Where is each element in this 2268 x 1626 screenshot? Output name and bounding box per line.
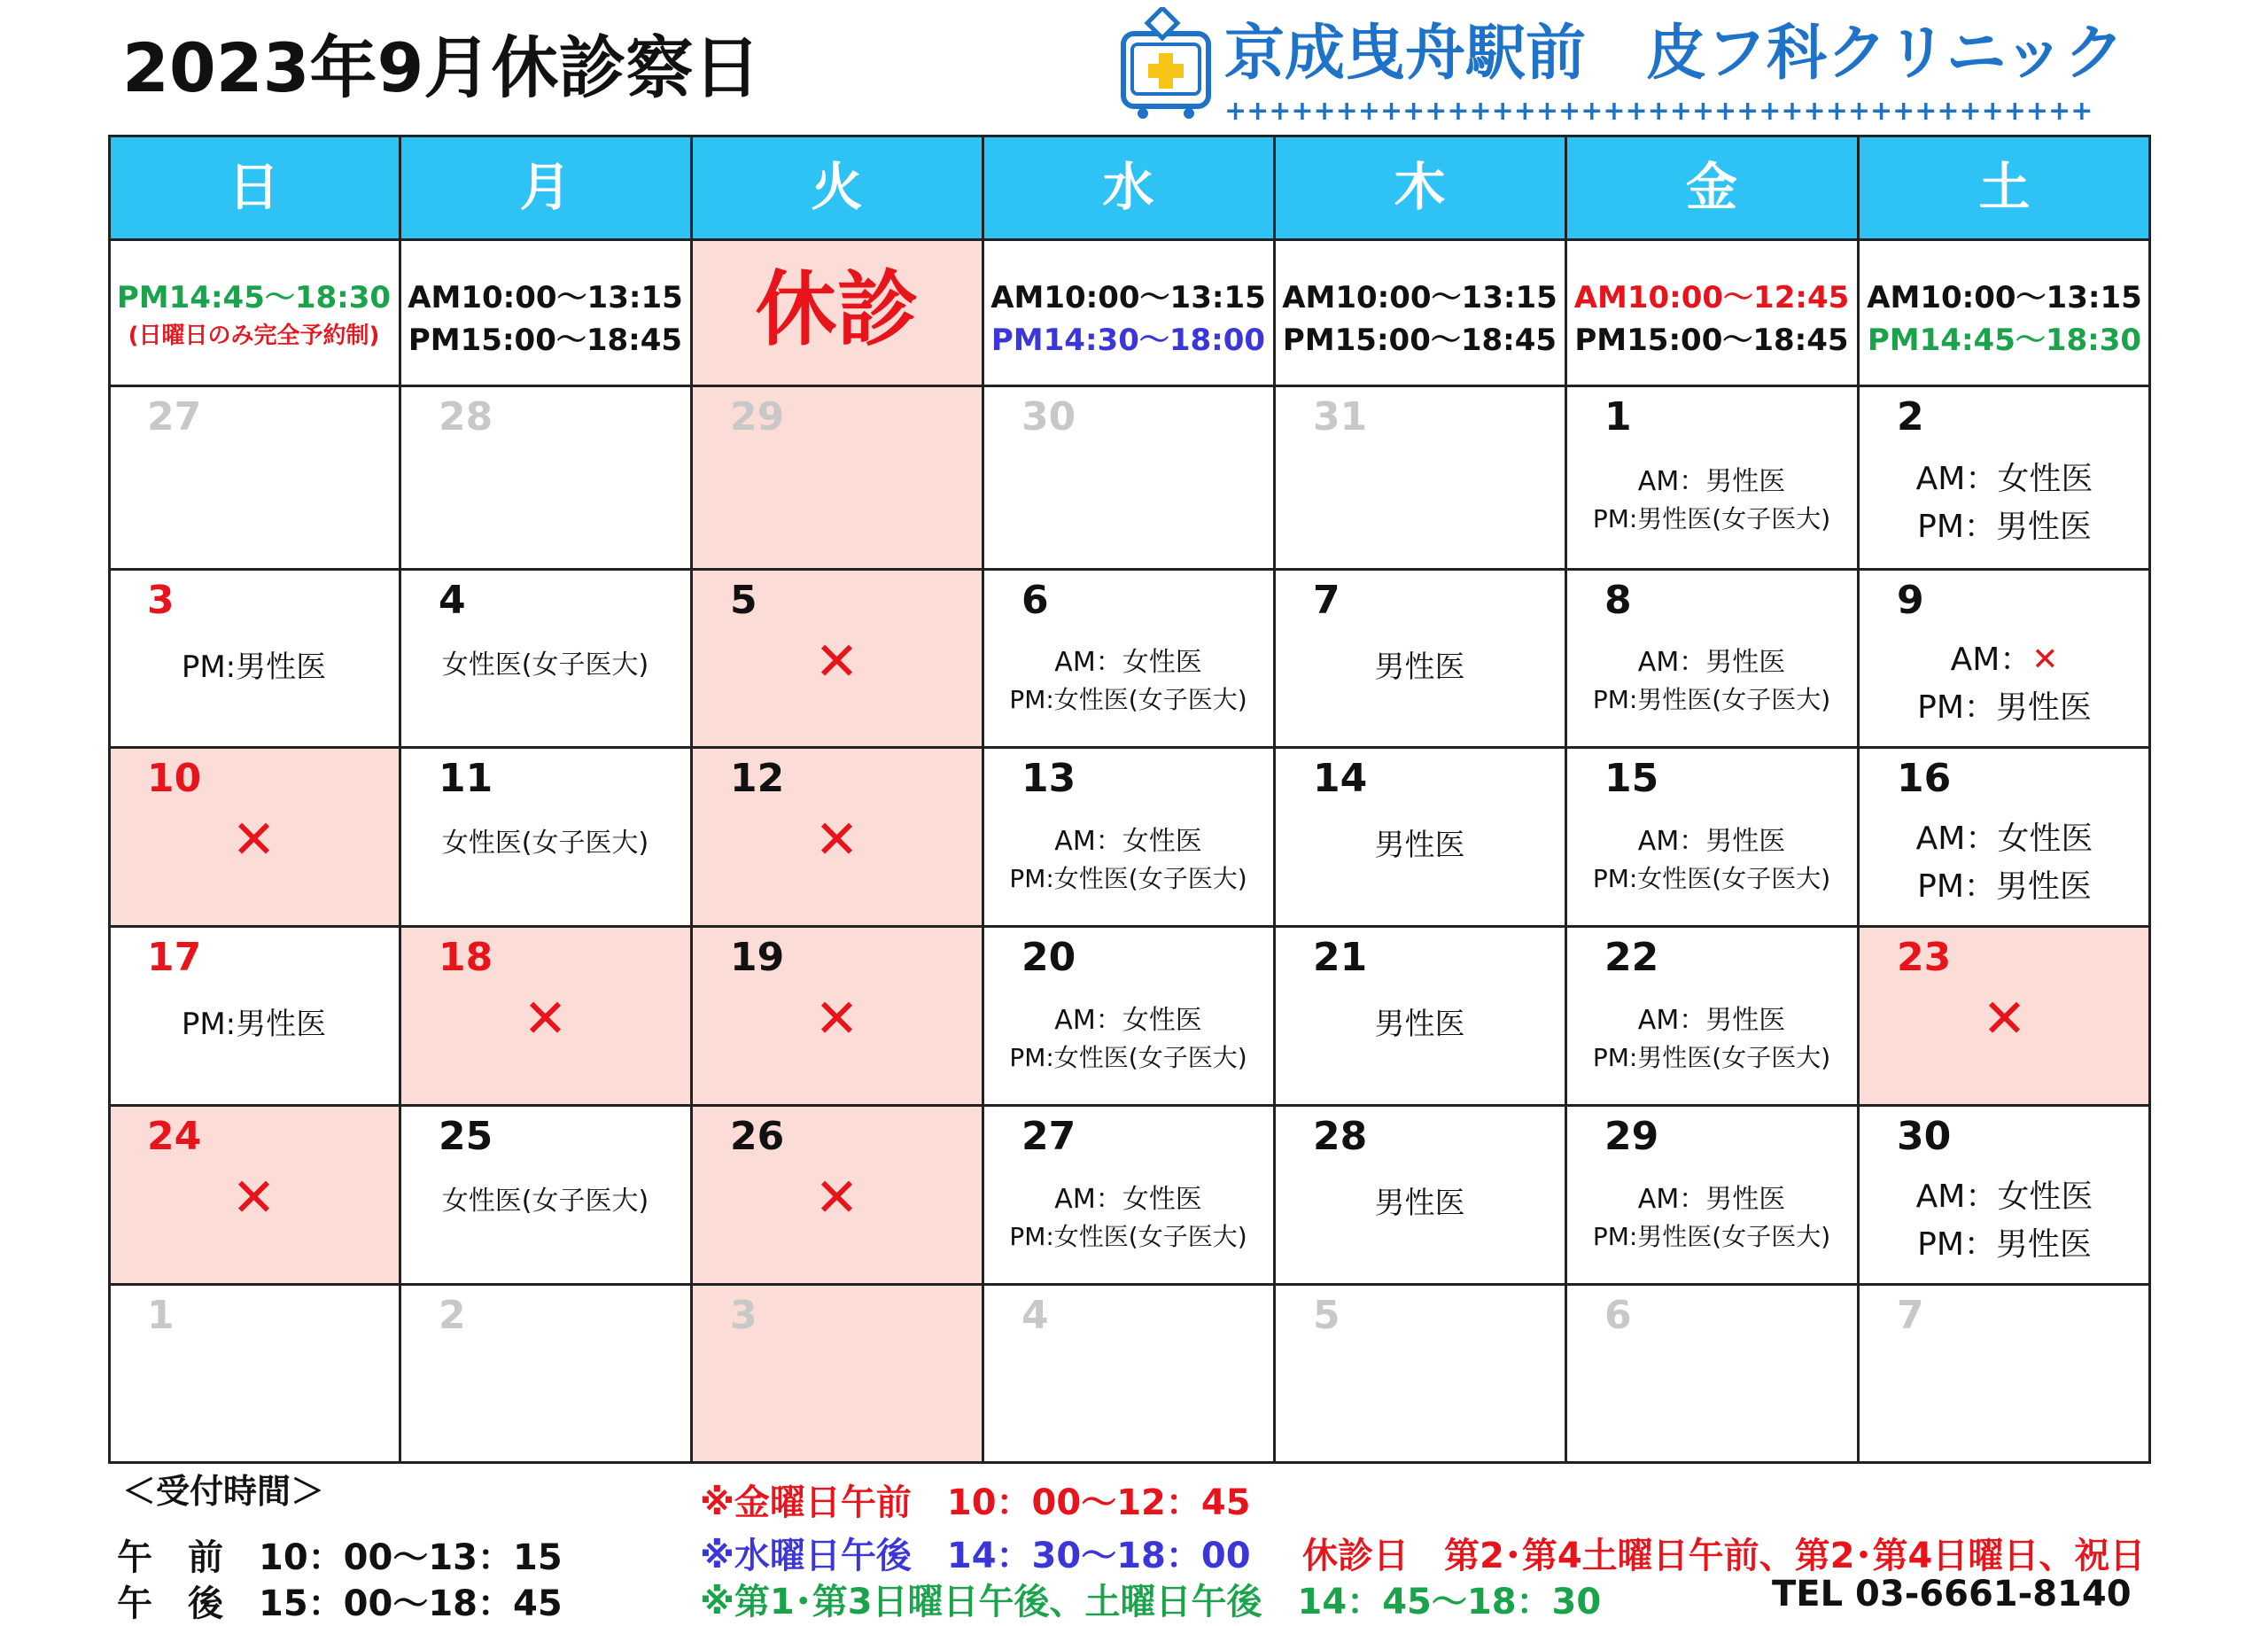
hours-line-1: AM10:00～13:15 bbox=[408, 280, 683, 315]
closed-x-icon: ✕ bbox=[523, 988, 568, 1051]
closed-x-icon: ✕ bbox=[231, 1167, 276, 1230]
day-number: 11 bbox=[439, 756, 493, 801]
day-number: 27 bbox=[1021, 1114, 1076, 1159]
day-number: 3 bbox=[730, 1293, 757, 1338]
weekday-0: 日 bbox=[228, 157, 280, 217]
day-number: 4 bbox=[1021, 1293, 1049, 1338]
calendar-grid bbox=[108, 135, 2151, 1464]
day-cell bbox=[1565, 1284, 1858, 1464]
grid-line bbox=[108, 1461, 2151, 1464]
day-cell bbox=[691, 1105, 983, 1284]
doctor-note: PM:男性医 bbox=[181, 1007, 327, 1043]
day-cell bbox=[983, 747, 1274, 926]
day-cell bbox=[108, 747, 400, 926]
day-number: 2 bbox=[1897, 394, 1924, 440]
hours-cell-2 bbox=[691, 239, 983, 385]
day-cell bbox=[108, 926, 400, 1105]
day-number: 5 bbox=[1313, 1293, 1340, 1338]
weekday-header bbox=[108, 135, 2151, 239]
hours-line-2: PM15:00～18:45 bbox=[408, 323, 683, 358]
grid-line bbox=[690, 135, 693, 1464]
day-number: 1 bbox=[1604, 394, 1632, 440]
grid-line bbox=[108, 925, 2151, 928]
closed-x-icon: ✕ bbox=[814, 809, 859, 872]
day-cell bbox=[983, 1284, 1274, 1464]
grid-line bbox=[108, 1104, 2151, 1107]
weekday-6: 土 bbox=[1978, 157, 2031, 217]
day-cell bbox=[1565, 747, 1858, 926]
day-cell bbox=[983, 569, 1274, 747]
day-number: 29 bbox=[1604, 1114, 1659, 1159]
hours-line-1: AM10:00～12:45 bbox=[1573, 280, 1850, 315]
hours-line-1: AM10:00～13:15 bbox=[1867, 280, 2142, 315]
hours-line-2: PM15:00～18:45 bbox=[1282, 323, 1557, 358]
day-number: 12 bbox=[730, 756, 785, 801]
day-cell bbox=[691, 926, 983, 1105]
grid-line bbox=[108, 238, 2151, 241]
day-number: 20 bbox=[1021, 935, 1076, 980]
hours-line-1: AM10:00～13:15 bbox=[990, 280, 1266, 315]
day-number: 30 bbox=[1897, 1114, 1952, 1159]
day-number: 7 bbox=[1897, 1293, 1924, 1338]
clinic-tel: TEL 03-6661-8140 bbox=[1772, 1574, 2132, 1614]
day-number: 6 bbox=[1604, 1293, 1632, 1338]
day-cell bbox=[691, 1284, 983, 1464]
day-cell bbox=[400, 1284, 691, 1464]
doctor-note-pm: PM:男性医(女子医大) bbox=[1592, 685, 1831, 715]
sunday-note: ※第1･第3日曜日午後、土曜日午後 14：45～18：30 bbox=[700, 1582, 1602, 1622]
hours-cell-6 bbox=[1858, 239, 2151, 385]
day-cell bbox=[1858, 385, 2151, 569]
day-number: 29 bbox=[730, 394, 785, 440]
doctor-note-am: AM：女性医 bbox=[1054, 1004, 1202, 1036]
day-cell bbox=[1858, 1284, 2151, 1464]
weekday-2: 火 bbox=[811, 157, 863, 217]
day-number: 2 bbox=[439, 1293, 466, 1338]
wednesday-note: ※水曜日午後 14：30～18：00 bbox=[700, 1536, 1251, 1576]
reception-label: ＜受付時間＞ bbox=[122, 1472, 325, 1511]
day-cell bbox=[1274, 1105, 1565, 1284]
doctor-note-am-text: AM：女性医 bbox=[1915, 1178, 2093, 1215]
am-hours: 午 前 10：00～13：15 bbox=[117, 1537, 563, 1578]
doctor-note-pm: PM:男性医(女子医大) bbox=[1592, 1221, 1831, 1251]
day-cell bbox=[1858, 569, 2151, 747]
day-cell bbox=[691, 385, 983, 569]
doctor-note-am: AM：男性医 bbox=[1637, 465, 1786, 497]
day-cell bbox=[108, 1105, 400, 1284]
doctor-note-am-text: AM： bbox=[1950, 642, 2032, 679]
doctor-note-am: AM：女性医 bbox=[1054, 1183, 1202, 1215]
grid-line bbox=[1565, 135, 1567, 1464]
day-cell bbox=[400, 926, 691, 1105]
hours-cell-5 bbox=[1565, 239, 1858, 385]
hours-line-2: PM15:00～18:45 bbox=[1574, 323, 1849, 358]
doctor-note-am: AM：男性医 bbox=[1637, 1004, 1786, 1036]
doctor-note: PM:男性医 bbox=[181, 649, 327, 685]
day-cell bbox=[400, 747, 691, 926]
day-number: 30 bbox=[1021, 394, 1076, 440]
day-number: 19 bbox=[730, 935, 785, 980]
hours-cell-0 bbox=[108, 239, 400, 385]
day-cell bbox=[1274, 926, 1565, 1105]
closed-label: 休診 bbox=[755, 262, 919, 357]
weekday-3: 水 bbox=[1102, 157, 1154, 217]
grid-line bbox=[2148, 135, 2151, 1464]
doctor-note-pm: PM:女性医(女子医大) bbox=[1009, 1042, 1247, 1072]
day-number: 17 bbox=[147, 935, 202, 980]
day-number: 16 bbox=[1897, 756, 1952, 801]
day-cell bbox=[1858, 747, 2151, 926]
day-cell bbox=[1858, 1105, 2151, 1284]
doctor-note-am bbox=[1858, 454, 2151, 499]
hours-line-2: PM14:45～18:30 bbox=[1867, 323, 2142, 358]
hours-line-2: PM14:30～18:00 bbox=[990, 323, 1266, 358]
doctor-note: 男性医 bbox=[1374, 828, 1465, 864]
weekday-1: 月 bbox=[519, 157, 571, 217]
grid-line bbox=[108, 746, 2151, 749]
day-number: 21 bbox=[1313, 935, 1368, 980]
grid-line bbox=[399, 135, 401, 1464]
doctor-note-am-text: AM：女性医 bbox=[1915, 820, 2093, 857]
day-cell bbox=[1565, 926, 1858, 1105]
day-number: 9 bbox=[1897, 578, 1924, 623]
day-cell bbox=[108, 385, 400, 569]
doctor-note-am bbox=[1858, 634, 2151, 680]
hours-cell-3 bbox=[983, 239, 1274, 385]
day-cell bbox=[983, 385, 1274, 569]
hours-cell-1 bbox=[400, 239, 691, 385]
day-number: 15 bbox=[1604, 756, 1659, 801]
day-cell bbox=[1274, 569, 1565, 747]
closed-x-icon: ✕ bbox=[814, 630, 859, 693]
day-cell bbox=[108, 569, 400, 747]
day-cell bbox=[983, 1105, 1274, 1284]
pm-hours: 午 後 15：00～18：45 bbox=[117, 1583, 563, 1624]
day-number: 23 bbox=[1897, 935, 1952, 980]
day-number: 3 bbox=[147, 578, 175, 623]
closed-x-icon: ✕ bbox=[1982, 988, 2027, 1051]
day-number: 1 bbox=[147, 1293, 175, 1338]
doctor-note: 女性医(女子医大) bbox=[441, 649, 649, 681]
grid-line bbox=[108, 135, 2151, 137]
doctor-note-am bbox=[1858, 813, 2151, 859]
day-cell bbox=[400, 1105, 691, 1284]
hours-line-1: PM14:45～18:30 bbox=[116, 280, 392, 315]
doctor-note-am: AM：女性医 bbox=[1054, 825, 1202, 857]
day-cell bbox=[1565, 385, 1858, 569]
grid-line bbox=[108, 135, 111, 1464]
doctor-note-am: AM：男性医 bbox=[1637, 825, 1786, 857]
closed-x-icon: ✕ bbox=[231, 809, 276, 872]
day-cell bbox=[108, 1284, 400, 1464]
day-number: 5 bbox=[730, 578, 757, 623]
day-cell bbox=[691, 747, 983, 926]
doctor-note-pm: PM：男性医 bbox=[1917, 1225, 2092, 1263]
doctor-note: 女性医(女子医大) bbox=[441, 828, 649, 860]
day-cell bbox=[1858, 926, 2151, 1105]
doctor-note: 女性医(女子医大) bbox=[441, 1186, 649, 1218]
day-cell bbox=[1274, 385, 1565, 569]
clinic-name: 京成曳舟駅前 皮フ科クリニック bbox=[1224, 19, 2124, 89]
doctor-note-am: AM：男性医 bbox=[1637, 647, 1786, 679]
day-cell bbox=[400, 569, 691, 747]
day-number: 24 bbox=[147, 1114, 202, 1159]
doctor-note-pm: PM：男性医 bbox=[1917, 508, 2092, 545]
day-cell bbox=[400, 385, 691, 569]
clinic-train-icon bbox=[1118, 7, 1214, 121]
doctor-note-am-text: AM：女性医 bbox=[1915, 460, 2093, 497]
day-number: 26 bbox=[730, 1114, 785, 1159]
day-cell bbox=[983, 926, 1274, 1105]
grid-line bbox=[982, 135, 984, 1464]
day-cell bbox=[1274, 747, 1565, 926]
clinic-logo bbox=[1118, 7, 2155, 131]
hours-cell-4 bbox=[1274, 239, 1565, 385]
day-cell bbox=[1565, 569, 1858, 747]
day-number: 18 bbox=[439, 935, 493, 980]
day-cell bbox=[691, 569, 983, 747]
doctor-note-pm: PM:女性医(女子医大) bbox=[1592, 863, 1831, 893]
doctor-note-pm: PM:女性医(女子医大) bbox=[1009, 1221, 1247, 1251]
day-number: 28 bbox=[439, 394, 493, 440]
doctor-note-pm: PM:男性医(女子医大) bbox=[1592, 503, 1831, 533]
doctor-note-pm: PM:女性医(女子医大) bbox=[1009, 685, 1247, 715]
weekday-5: 金 bbox=[1685, 157, 1737, 217]
doctor-note-pm: PM：男性医 bbox=[1917, 689, 2092, 727]
doctor-note: 男性医 bbox=[1374, 649, 1465, 685]
logo-plus-row: +++++++++++++++++++++++++++++++++++++++ bbox=[1224, 96, 2093, 127]
day-number: 4 bbox=[439, 578, 466, 623]
doctor-note: 男性医 bbox=[1374, 1007, 1465, 1043]
grid-line bbox=[108, 385, 2151, 387]
hours-line-2: (日曜日のみ完全予約制) bbox=[128, 323, 380, 349]
doctor-note-pm: PM:女性医(女子医大) bbox=[1009, 863, 1247, 893]
doctor-note-am: AM：男性医 bbox=[1637, 1183, 1786, 1215]
hours-line-1: AM10:00～13:15 bbox=[1282, 280, 1557, 315]
weekday-4: 木 bbox=[1394, 157, 1446, 217]
day-number: 22 bbox=[1604, 935, 1659, 980]
day-number: 13 bbox=[1021, 756, 1076, 801]
day-number: 31 bbox=[1313, 394, 1368, 440]
day-cell bbox=[1565, 1105, 1858, 1284]
day-number: 8 bbox=[1604, 578, 1632, 623]
day-number: 6 bbox=[1021, 578, 1049, 623]
grid-line bbox=[108, 568, 2151, 571]
day-number: 10 bbox=[147, 756, 202, 801]
friday-note: ※金曜日午前 10：00～12：45 bbox=[700, 1482, 1251, 1523]
day-cell bbox=[1274, 1284, 1565, 1464]
day-number: 7 bbox=[1313, 578, 1340, 623]
grid-line bbox=[108, 1283, 2151, 1286]
day-number: 25 bbox=[439, 1114, 493, 1159]
doctor-note-am bbox=[1858, 1171, 2151, 1217]
page-title: 2023年9月休診察日 bbox=[122, 28, 761, 107]
closed-x-icon: ✕ bbox=[814, 988, 859, 1051]
day-number: 27 bbox=[147, 394, 202, 440]
doctor-note-pm: PM：男性医 bbox=[1917, 867, 2092, 905]
doctor-note-am: AM：女性医 bbox=[1054, 647, 1202, 679]
holiday-note: 休診日 第2･第4土曜日午前、第2･第4日曜日、祝日 bbox=[1302, 1536, 2146, 1576]
day-number: 28 bbox=[1313, 1114, 1368, 1159]
am-closed-x-icon: ✕ bbox=[2031, 642, 2059, 679]
doctor-note: 男性医 bbox=[1374, 1186, 1465, 1222]
day-number: 14 bbox=[1313, 756, 1368, 801]
doctor-note-pm: PM:男性医(女子医大) bbox=[1592, 1042, 1831, 1072]
grid-line bbox=[1857, 135, 1860, 1464]
closed-x-icon: ✕ bbox=[814, 1167, 859, 1230]
grid-line bbox=[1273, 135, 1276, 1464]
